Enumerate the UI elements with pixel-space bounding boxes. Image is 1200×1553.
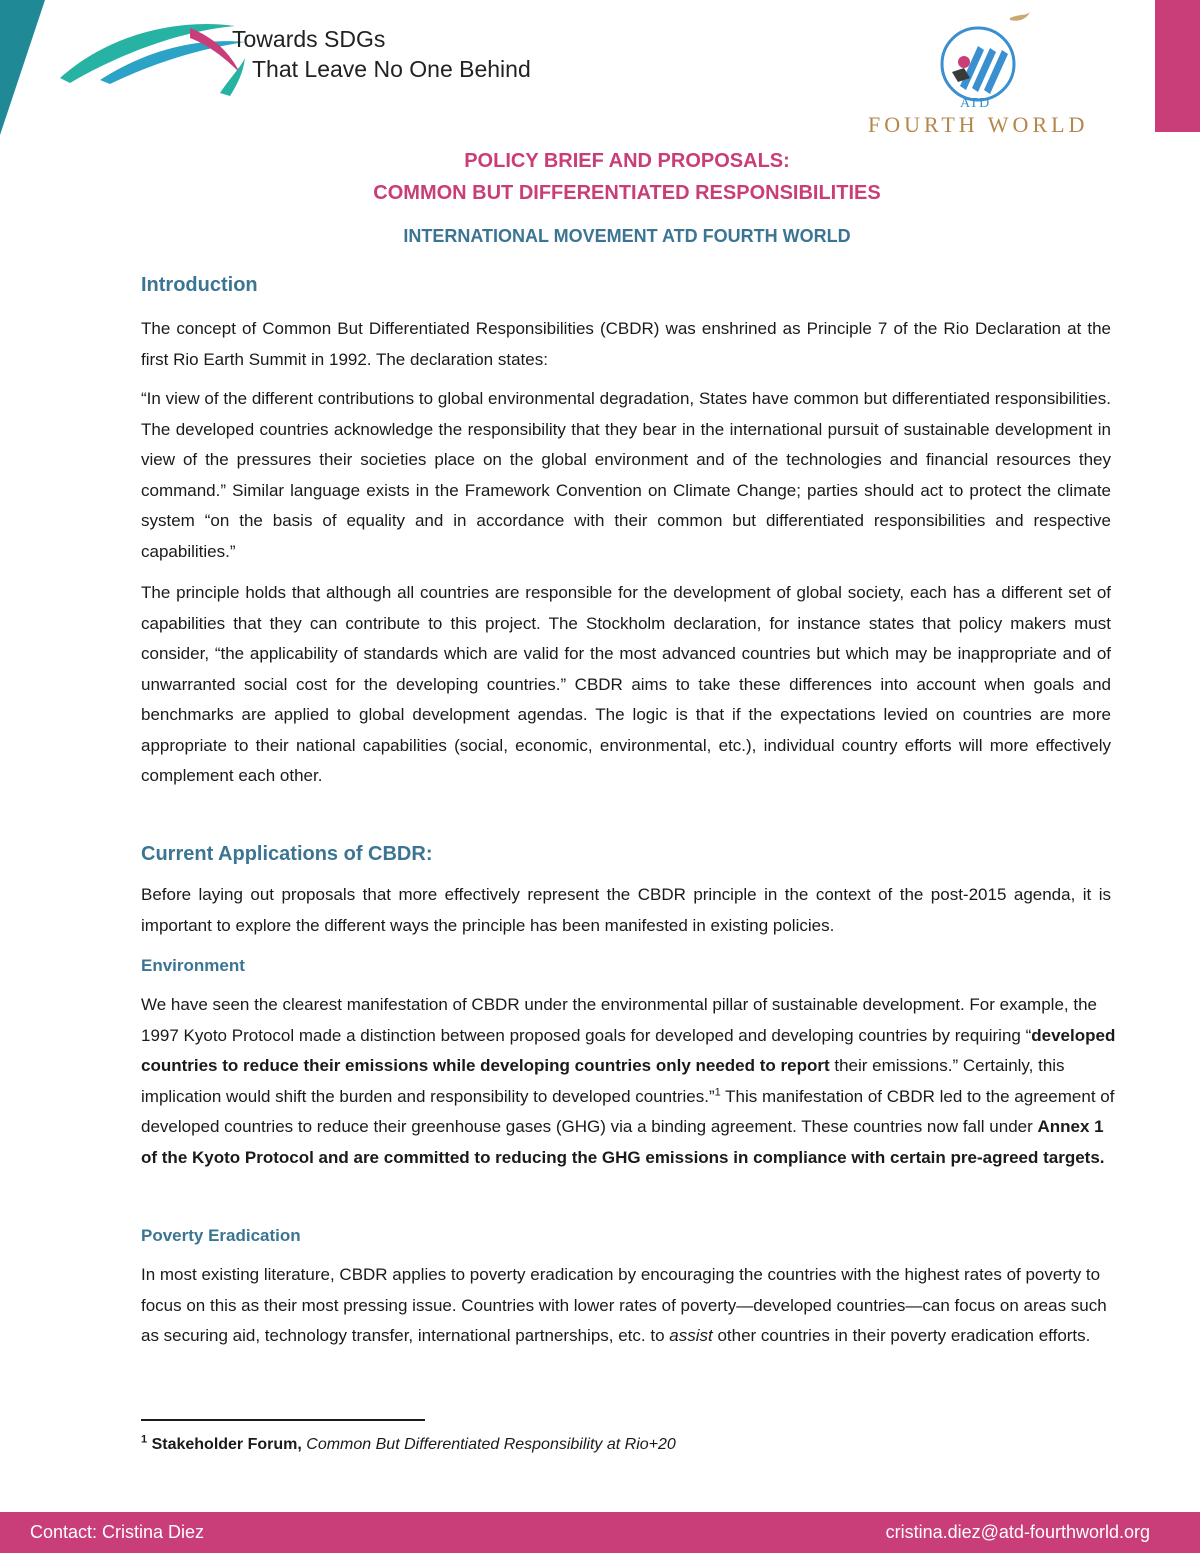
environment-text-d: This manifestation of CBDR led to the agreement of developed countries to reduce their greenhouse gases (GHG) via a binding agreement. These countries now fall under xyxy=(141,1086,1115,1136)
environment-text-bold-1: developed countries to reduce their emissions while developing countries only needed to report xyxy=(141,1025,1116,1075)
introduction-p3-text: The principle holds that although all countries are responsible for the development of global society, each has a different set of capabilities that they can contribute to this project. The Stockholm declaration, for instance states that policy makers must consider, “the applicability of standards which are valid for the most advanced countries but which may be inappropriate and of unwarranted social cost for the developing countries.” CBDR aims to take these differences into account when goals and benchmarks are applied to global development agendas. The logic is that if the expectations levied on countries are more appropriate to their national capabilities (social, economic, environmental, etc.), individual country efforts will more effectively complement each other. xyxy=(141,583,1111,785)
sdg-swoosh-logo xyxy=(40,8,510,98)
footnote-divider xyxy=(141,1419,425,1421)
atd-logo-big-text: FOURTH WORLD xyxy=(868,112,1089,137)
poverty-text-a: In most existing literature, CBDR applies to poverty eradication by encouraging the countries with the highest rates of poverty to focus on this as their most pressing issue. Countries with lower rates of poverty—developed countries—can focus on areas such as securing aid, technology transfer, international partnerships, etc. to xyxy=(141,1265,1107,1345)
sdg-logo-line1: Towards SDGs xyxy=(232,26,386,52)
introduction-paragraph-1 xyxy=(141,314,1111,375)
poverty-text-italic: assist xyxy=(669,1326,713,1345)
page-title-line2: COMMON BUT DIFFERENTIATED RESPONSIBILITIES xyxy=(373,182,881,204)
footnote-title: Common But Differentiated Responsibility at Rio+20 xyxy=(301,1436,676,1453)
footer-email-link[interactable]: cristina.diez@atd-fourthworld.org xyxy=(885,1522,1150,1542)
footnote xyxy=(141,1433,676,1454)
introduction-p1-text: The concept of Common But Differentiated Responsibilities (CBDR) was enshrined as Principle 7 of the Rio Declaration at the first Rio Earth Summit in 1992. The declaration states: xyxy=(141,319,1111,369)
environment-heading: Environment xyxy=(141,956,245,975)
page-title-line1: POLICY BRIEF AND PROPOSALS: xyxy=(464,150,790,172)
corner-pink-decoration xyxy=(1155,0,1200,132)
current-applications-heading: Current Applications of CBDR: xyxy=(141,843,433,865)
footnote-source: Stakeholder Forum, xyxy=(147,1436,302,1453)
current-applications-paragraph xyxy=(141,880,1111,941)
introduction-heading: Introduction xyxy=(141,274,258,296)
atd-logo-small-text: ATD xyxy=(960,96,991,111)
introduction-p2-text: “In view of the different contributions to global environmental degradation, States have common but differentiated responsibilities. The developed countries acknowledge the responsibility that they bear in the international pursuit of sustainable development in view of the pressures their societies place on the global environment and of the technologies and financial resources they command.” Similar language exists in the Framework Convention on Climate Change; parties should act to protect the climate system “on the basis of equality and in accordance with their common but differentiated responsibilities and respective capabilities.” xyxy=(141,389,1111,561)
poverty-text-c: other countries in their poverty eradication efforts. xyxy=(712,1326,1091,1345)
environment-text-bold-2: Annex 1 of the Kyoto Protocol and are committed to reducing the GHG emissions in compliance with certain pre-agreed targets. xyxy=(141,1117,1105,1167)
footer-bar xyxy=(0,1512,1200,1553)
poverty-heading: Poverty Eradication xyxy=(141,1226,301,1245)
footer-contact: Contact: Cristina Diez xyxy=(30,1522,205,1542)
environment-text-c: their emissions.” Certainly, this implication would shift the burden and responsibility to developed countries.” xyxy=(141,1056,1065,1106)
environment-text-a: We have seen the clearest manifestation of CBDR under the environmental pillar of sustainable development. For example, the 1997 Kyoto Protocol made a distinction between proposed goals for developed and developing countries by requiring “ xyxy=(141,995,1097,1045)
sdg-logo-line2: That Leave No One Behind xyxy=(252,56,531,82)
current-p1-text: Before laying out proposals that more effectively represent the CBDR principle in the context of the post-2015 agenda, it is important to explore the different ways the principle has been manifested in existing policies. xyxy=(141,885,1111,935)
page-subtitle: INTERNATIONAL MOVEMENT ATD FOURTH WORLD xyxy=(403,226,851,246)
introduction-paragraph-3 xyxy=(141,578,1111,792)
corner-teal-decoration xyxy=(0,0,45,135)
footnote-ref: 1 xyxy=(714,1085,721,1098)
footnote-number: 1 xyxy=(141,1433,148,1446)
introduction-paragraph-2 xyxy=(141,384,1111,567)
poverty-paragraph xyxy=(141,1260,1116,1352)
environment-paragraph xyxy=(141,990,1116,1173)
